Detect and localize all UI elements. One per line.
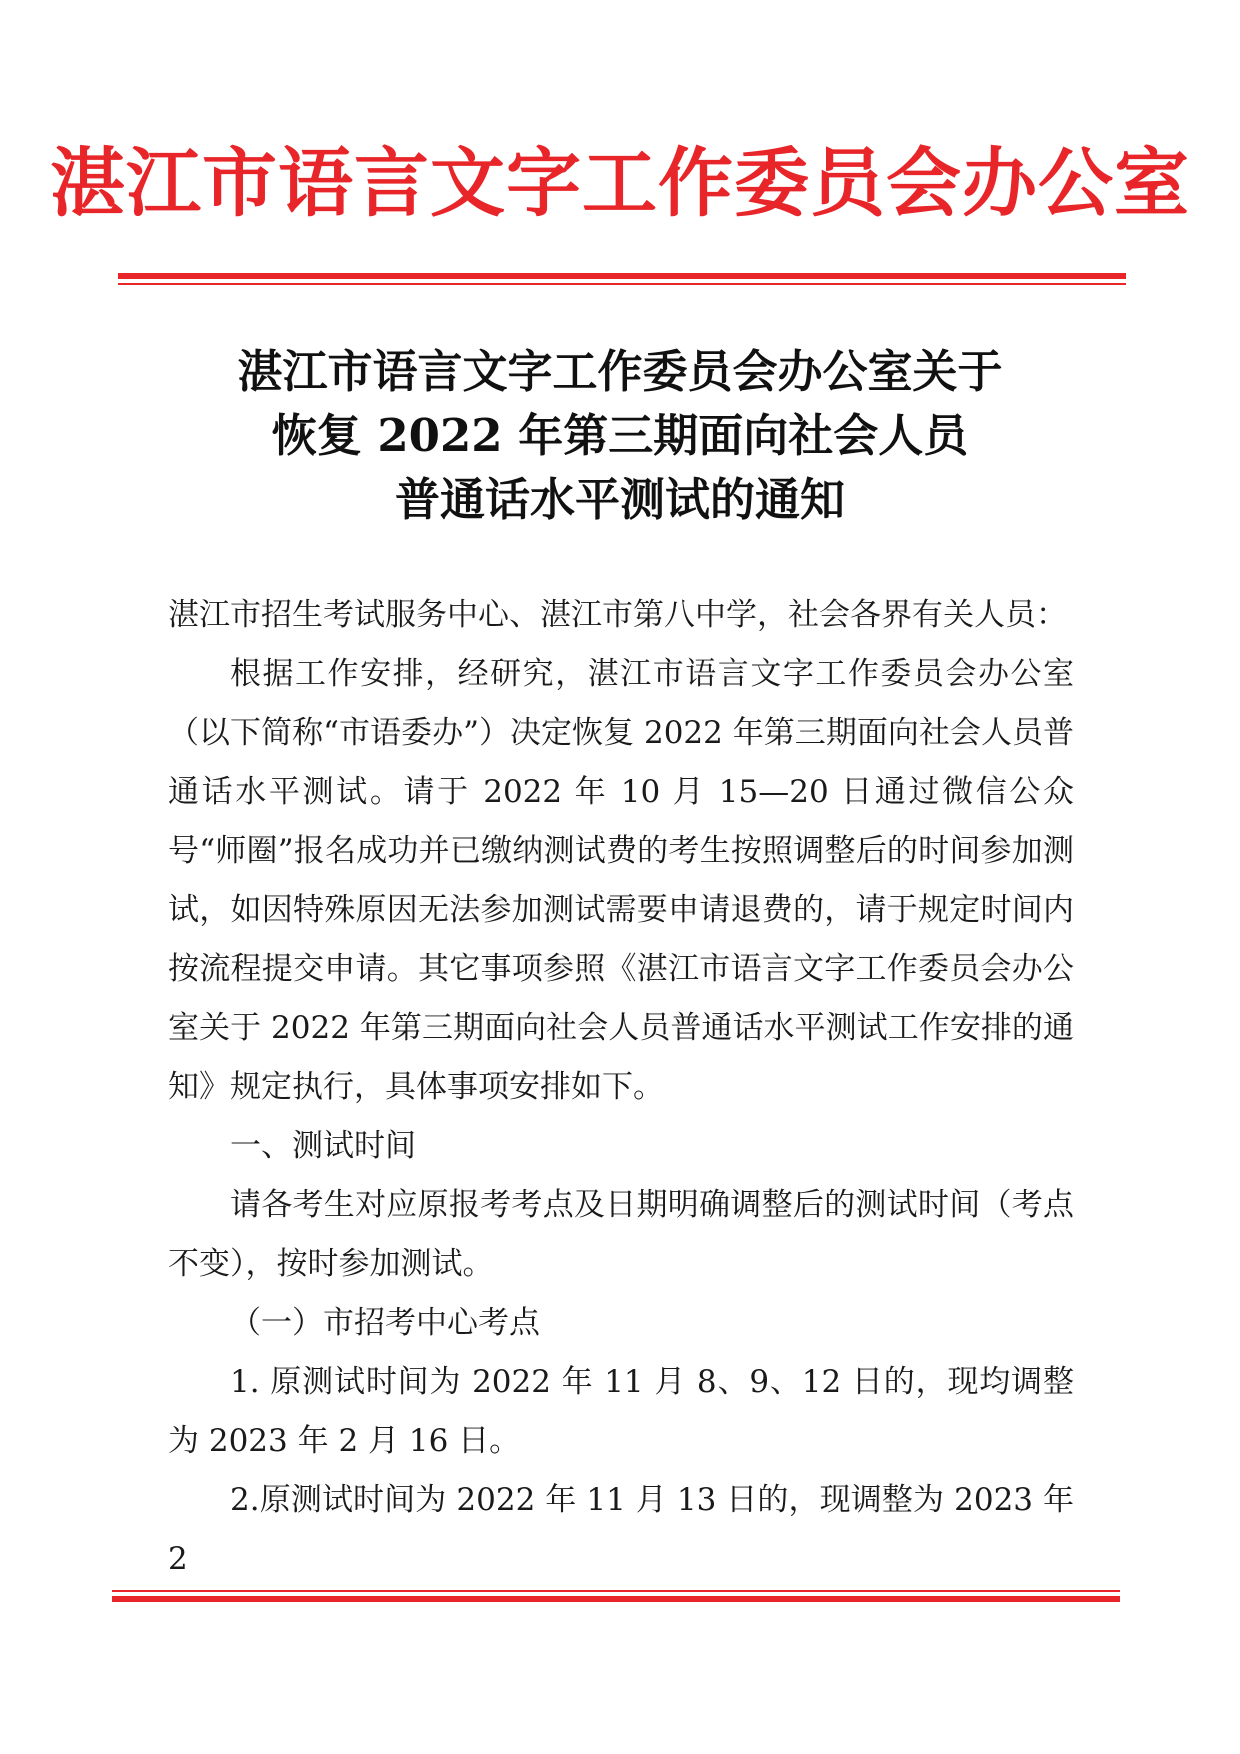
notice-title	[0, 340, 1240, 532]
notice-title-line-1: 湛江市语言文字工作委员会办公室关于	[237, 345, 1003, 398]
section-heading-test-time: 一、测试时间	[230, 1128, 416, 1164]
subsection-heading-exam-center: （一）市招考中心考点	[230, 1305, 540, 1341]
header-divider-thick	[118, 273, 1126, 279]
letterhead-org-name: 湛江市语言文字工作委员会办公室	[49, 139, 1190, 227]
notice-title-line-3: 普通话水平测试的通知	[394, 473, 845, 526]
footer-divider-thick	[112, 1596, 1120, 1602]
notice-title-line-2: 恢复 2022 年第三期面向社会人员	[271, 409, 969, 462]
header-divider-thin	[118, 283, 1126, 285]
addressee: 湛江市招生考试服务中心、湛江市第八中学，社会各界有关人员：	[168, 597, 1067, 633]
list-item-2: 2.原测试时间为 2022 年 11 月 13 日的，现调整为 2023 年 2	[168, 1482, 1074, 1577]
notice-body	[168, 586, 1074, 1589]
intro-paragraph: 根据工作安排，经研究，湛江市语言文字工作委员会办公室（以下简称“市语委办”）决定恢复 2022 年第三期面向社会人员普通话水平测试。请于 2022 年 10 月 15—20 日通过微信公众号“师圈”报名成功并已缴纳测试费的考生按照调整后的时间参加测试，如因特殊原因无法参加测试需要申请退费的，请于规定时间内按流程提交申请。其它事项参照《湛江市语言文字工作委员会办公室关于 2022 年第三期面向社会人员普通话水平测试工作安排的通知》规定执行，具体事项安排如下。	[168, 656, 1074, 1105]
footer-divider-thin	[112, 1590, 1120, 1592]
list-item-1: 1. 原测试时间为 2022 年 11 月 8、9、12 日的，现均调整为 2023 年 2 月 16 日。	[168, 1364, 1074, 1459]
section-paragraph-test-time: 请各考生对应原报考考点及日期明确调整后的测试时间（考点不变），按时参加测试。	[168, 1187, 1074, 1282]
